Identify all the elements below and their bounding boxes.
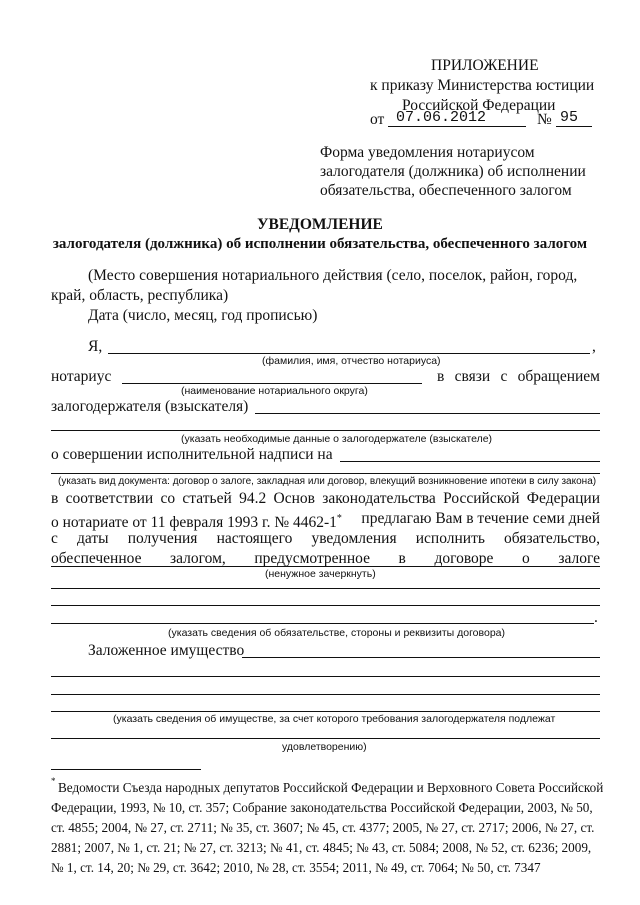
footnote-mark: * bbox=[51, 776, 56, 786]
footnote-line5: № 1, ст. 14, 20; № 29, ст. 3642; 2010, № 28, ст. 3554; 2011, № 49, ст. 7064; № 50, ст. 7347 bbox=[51, 860, 541, 875]
appendix-order: к приказу Министерства юстиции bbox=[370, 77, 595, 94]
property-line-5 bbox=[51, 738, 600, 739]
pledgee-label: залогодержателя (взыскателя) bbox=[51, 398, 249, 415]
pledgee-line-2 bbox=[51, 430, 600, 431]
footnote-separator bbox=[51, 769, 201, 770]
form-caption-line1: Форма уведомления нотариусом bbox=[320, 144, 535, 161]
district-line bbox=[122, 383, 422, 384]
hint-district: (наименование нотариального округа) bbox=[181, 385, 368, 397]
document-kind-line bbox=[51, 473, 600, 474]
obligation-line-3 bbox=[51, 623, 594, 624]
document-subtitle: залогодателя (должника) об исполнении обязательства, обеспеченного залогом bbox=[52, 236, 588, 252]
obligation-period: . bbox=[594, 609, 598, 626]
form-caption-line2: залогодателя (должника) об исполнении bbox=[320, 163, 586, 180]
form-caption-line3: обязательства, обеспеченного залогом bbox=[320, 182, 572, 199]
hint-property-2: удовлетворению) bbox=[282, 741, 367, 753]
footnote-line2: Федерации, 1993, № 10, ст. 357; Собрание законодательства Российской Федерации, 2003, № 50, bbox=[51, 800, 593, 815]
appendix-from-label: от bbox=[370, 111, 385, 128]
hint-property-1: (указать сведения об имуществе, за счет которого требования залогодержателя подлежат bbox=[113, 713, 556, 725]
number-underline bbox=[556, 126, 592, 127]
pledged-property-label: Заложенное имущество bbox=[88, 642, 245, 659]
footnote-line1: Ведомости Съезда народных депутатов Российской Федерации и Верховного Совета Российской bbox=[58, 780, 604, 795]
ya-label: Я, bbox=[88, 338, 103, 355]
pledgee-line bbox=[255, 413, 600, 414]
appendix-title: ПРИЛОЖЕНИЕ bbox=[431, 57, 539, 74]
executive-note-line bbox=[340, 461, 600, 462]
comma: , bbox=[592, 338, 596, 355]
notary-name-line bbox=[108, 353, 590, 354]
property-line-4 bbox=[51, 711, 600, 712]
in-connection-label: в связи с обращением bbox=[437, 368, 600, 385]
appendix-number-label: № bbox=[537, 111, 552, 128]
executive-note-label: о совершении исполнительной надписи на bbox=[51, 446, 333, 463]
document-title: УВЕДОМЛЕНИЕ bbox=[257, 216, 383, 233]
property-line-2 bbox=[51, 676, 600, 677]
appendix-country: Российской Федерации bbox=[402, 97, 556, 114]
paragraph-line1: в соответствии со статьей 94.2 Основ законодательства Российской Федерации bbox=[51, 490, 600, 507]
pledged-property-line bbox=[242, 657, 600, 658]
hint-fio: (фамилия, имя, отчество нотариуса) bbox=[262, 355, 441, 367]
obligation-line-2 bbox=[51, 605, 600, 606]
paragraph-line2 bbox=[51, 510, 600, 532]
property-line-3 bbox=[51, 694, 600, 695]
date-line: Дата (число, месяц, год прописью) bbox=[88, 307, 318, 324]
hint-pledgee: (указать необходимые данные о залогодержателе (взыскателе) bbox=[181, 433, 493, 445]
notary-label: нотариус bbox=[51, 368, 112, 385]
footnote-line4: 2881; 2007, № 1, ст. 21; № 27, ст. 3213; № 41, ст. 4845; № 43, ст. 5084; 2008, № 52, ст. 6236; 2009, bbox=[51, 840, 592, 855]
hint-strike: (ненужное зачеркнуть) bbox=[265, 568, 376, 580]
paragraph-line3: с даты получения настоящего уведомления исполнить обязательство, bbox=[51, 530, 600, 547]
paragraph-line4-underline bbox=[51, 566, 600, 567]
paragraph-line4: обеспеченное залогом, предусмотренное в договоре о залоге bbox=[51, 550, 600, 567]
hint-obligation: (указать сведения об обязательстве, стороны и реквизиты договора) bbox=[168, 627, 505, 639]
place-line1: (Место совершения нотариального действия (село, поселок, район, город, bbox=[88, 267, 578, 284]
paragraph-line2-start: о нотариате от 11 февраля 1993 г. № 4462-1* bbox=[51, 513, 342, 532]
date-underline bbox=[388, 126, 526, 127]
hint-document-kind: (указать вид документа: договор о залоге, закладная или договор, влекущий возникновение ипотеки в силу закона) bbox=[58, 476, 597, 487]
paragraph-line2-end: предлагаю Вам в течение семи дней bbox=[361, 510, 600, 527]
obligation-line-1 bbox=[51, 588, 600, 589]
appendix-number: 95 bbox=[560, 109, 579, 126]
footnote-reference: * bbox=[336, 513, 342, 524]
place-line2: край, область, республика) bbox=[51, 287, 229, 304]
footnote-line3: ст. 4855; 2004, № 27, ст. 2711; № 35, ст. 3607; № 45, ст. 4377; 2005, № 27, ст. 2717; 2006, № 27, ст. bbox=[51, 820, 595, 835]
appendix-date: 07.06.2012 bbox=[396, 109, 487, 126]
